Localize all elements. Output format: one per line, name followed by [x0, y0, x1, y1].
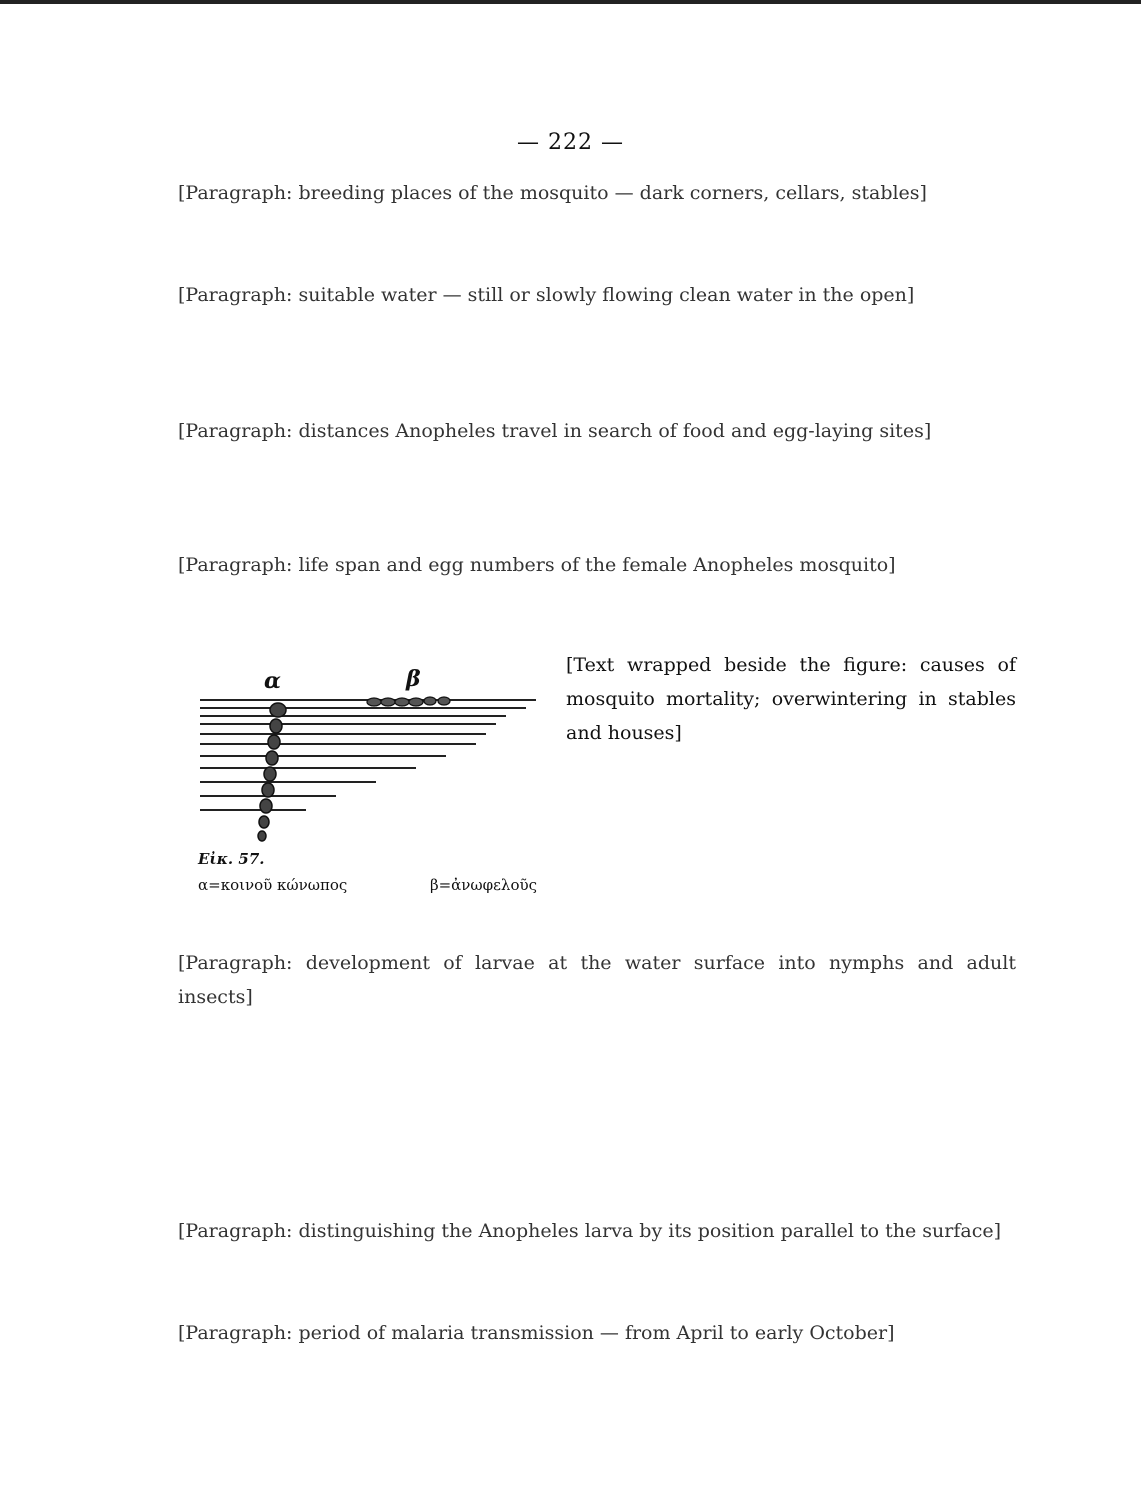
paragraph-4-placeholder: [Paragraph: life span and egg numbers of the female Anopheles mosquito] [178, 554, 896, 576]
horizontal-larva [367, 697, 450, 706]
figure-caption [198, 846, 543, 898]
caption-legend-b: β=ἀνωφελοῦς [429, 876, 537, 894]
water-surface-drawing [196, 664, 541, 844]
paragraph-2 [178, 278, 1016, 312]
figure-label-beta: β [406, 666, 421, 692]
page-number: — 222 — [517, 130, 624, 155]
caption-legend [198, 872, 543, 898]
paragraph-1 [178, 176, 1016, 210]
paragraph-1-placeholder: [Paragraph: breeding places of the mosquito — dark corners, cellars, stables] [178, 182, 927, 204]
paragraph-3-placeholder: [Paragraph: distances Anopheles travel in search of food and egg-laying sites] [178, 420, 932, 442]
paragraph-5 [178, 946, 1016, 1014]
paragraph-7 [178, 1316, 1016, 1350]
paragraph-5-placeholder: [Paragraph: development of larvae at the water surface into nymphs and adult insects] [178, 952, 1016, 1008]
caption-title: Εἰκ. 57. [198, 850, 265, 868]
paragraph-6-placeholder: [Paragraph: distinguishing the Anopheles larva by its position parallel to the surface] [178, 1220, 1002, 1242]
paragraph-3 [178, 414, 1016, 448]
paragraph-4 [178, 548, 1016, 582]
paragraph-2-placeholder: [Paragraph: suitable water — still or slowly flowing clean water in the open] [178, 284, 915, 306]
paragraph-6 [178, 1214, 1016, 1248]
wrapped-text-column [566, 648, 1016, 750]
figure-label-alpha: α [264, 668, 281, 694]
paragraph-7-placeholder: [Paragraph: period of malaria transmission — from April to early October] [178, 1322, 895, 1344]
wrapped-text-placeholder: [Text wrapped beside the figure: causes of mosquito mortality; overwintering in stables and houses] [566, 654, 1016, 744]
top-border [0, 0, 1141, 4]
caption-legend-a: α=κοινοῦ κώνωπος [198, 876, 348, 894]
